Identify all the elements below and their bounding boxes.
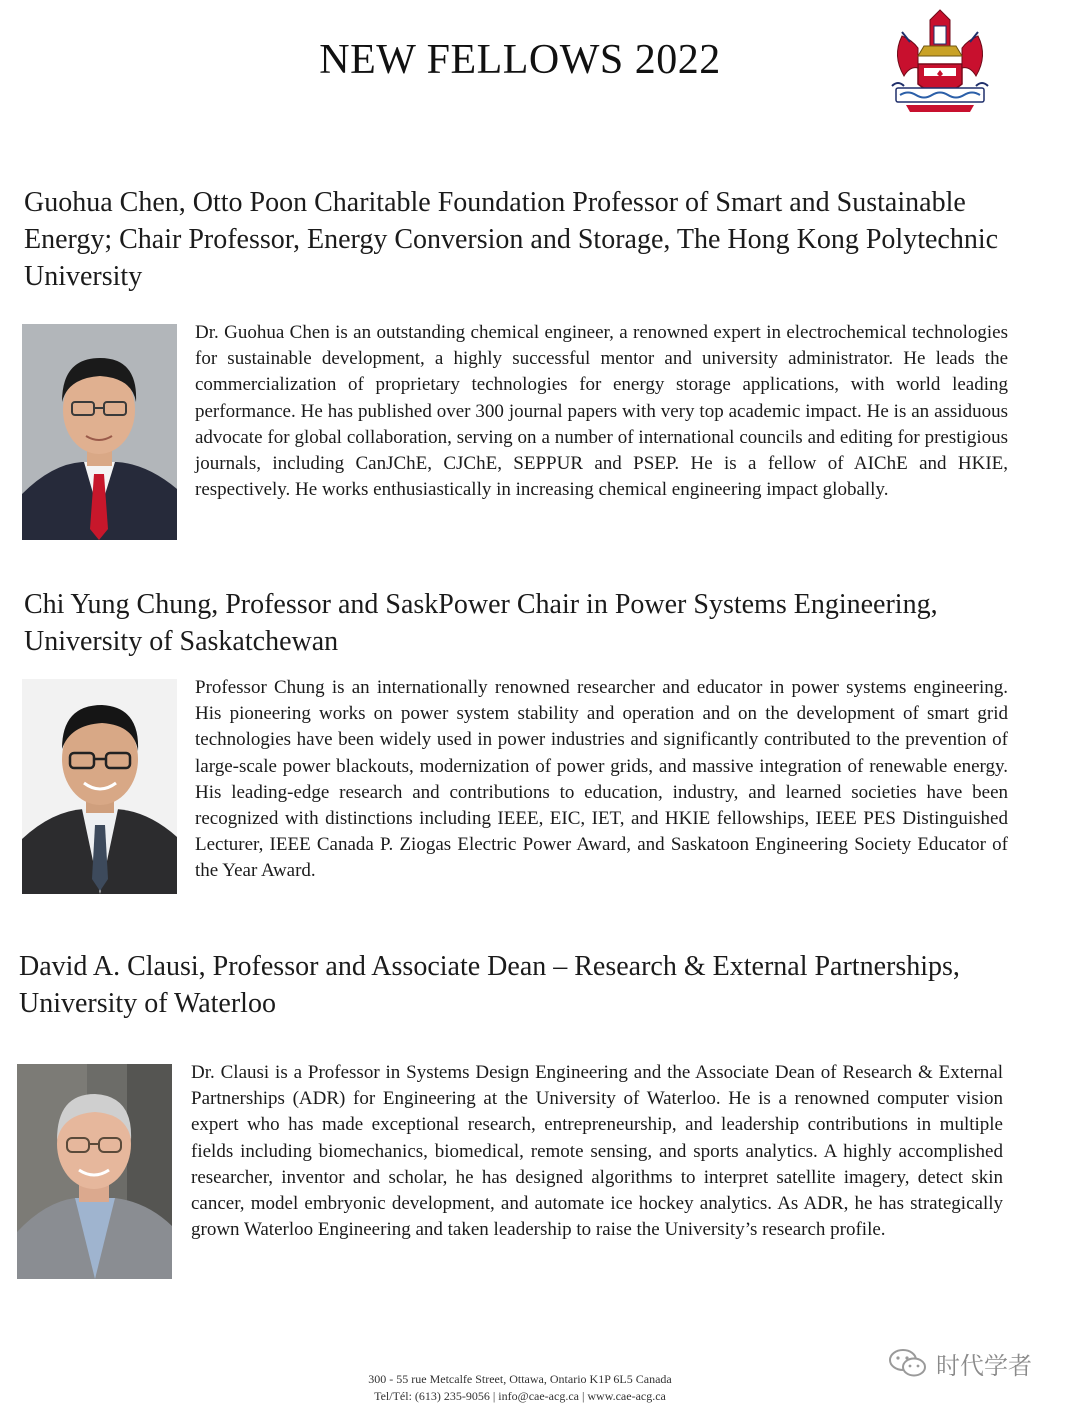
footer-contact: Tel/Tél: (613) 235-9056 | info@cae-acg.ca | www.cae-acg.ca [374, 1389, 666, 1403]
fellow-heading: Guohua Chen, Otto Poon Charitable Foundation Professor of Smart and Sustainable Energy; Chair Professor, Energy Conversion and Storage, The Hong Kong Polytechnic University [24, 187, 999, 292]
fellow-bio: Professor Chung is an internationally renowned researcher and educator in power systems engineering. His pioneering works on power system stability and operation and on the development of smart grid technologies have been widely used in power industries and significantly contributed to the prevention of large-scale power blackouts, modernization of power grids, and massive integration of renewable energy. His leading-edge research and contributions to education, industry, and learned societies have been recognized with distinctions including IEEE, EIC, IET, and HKIE fellowships, IEEE PES Distinguished Lecturer, IEEE Canada P. Ziogas Electric Power Award, and Saskatoon Engineering Society Educator of the Year Award. [195, 677, 1008, 882]
fellow-portrait-photo [22, 324, 177, 540]
watermark [888, 1346, 1032, 1380]
watermark-text: 时代学者 [936, 1351, 1032, 1380]
fellow-portrait-photo [17, 1064, 172, 1279]
cae-crest-logo [884, 6, 996, 114]
fellow-bio: Dr. Clausi is a Professor in Systems Design Engineering and the Associate Dean of Research & External Partnerships (ADR) for Engineering at the University of Waterloo. He is a renowned computer vision expert who has made exceptional research, entrepreneurship, and leadership contributions in multiple fields including biomechanics, biomedical, remote sensing, and sports analytics. A highly accomplished researcher, inventor and scholar, he has designed algorithms to interpret satellite imagery, detect skin cancer, model embryonic development, and automate ice hockey analytics. As ADR, he has strategically grown Waterloo Engineering and taken leadership to raise the University’s research profile. [191, 1062, 1003, 1241]
fellow-portrait-photo [22, 679, 177, 894]
page-title: NEW FELLOWS 2022 [319, 37, 721, 83]
fellow-heading: David A. Clausi, Professor and Associate Dean – Research & External Partnerships, University of Waterloo [19, 951, 960, 1019]
fellow-bio: Dr. Guohua Chen is an outstanding chemical engineer, a renowned expert in electrochemical technologies for sustainable development, a highly successful mentor and university administrator. He leads the commercialization of proprietary technologies for energy storage applications, with world leading performance. He has published over 300 journal papers with very top academic impact. He is an assiduous advocate for global collaboration, serving on a number of international councils and editing for prestigious journals, including CanJChE, CJChE, SEPPUR and PSEP. He is a fellow of AIChE and HKIE, respectively. He works enthusiastically in increasing chemical engineering impact globally. [195, 322, 1008, 501]
page-footer [0, 1371, 1040, 1405]
wechat-icon [888, 1347, 928, 1379]
footer-address: 300 - 55 rue Metcalfe Street, Ottawa, Ontario K1P 6L5 Canada [368, 1372, 672, 1386]
fellow-heading: Chi Yung Chung, Professor and SaskPower Chair in Power Systems Engineering, University of Saskatchewan [24, 589, 938, 657]
